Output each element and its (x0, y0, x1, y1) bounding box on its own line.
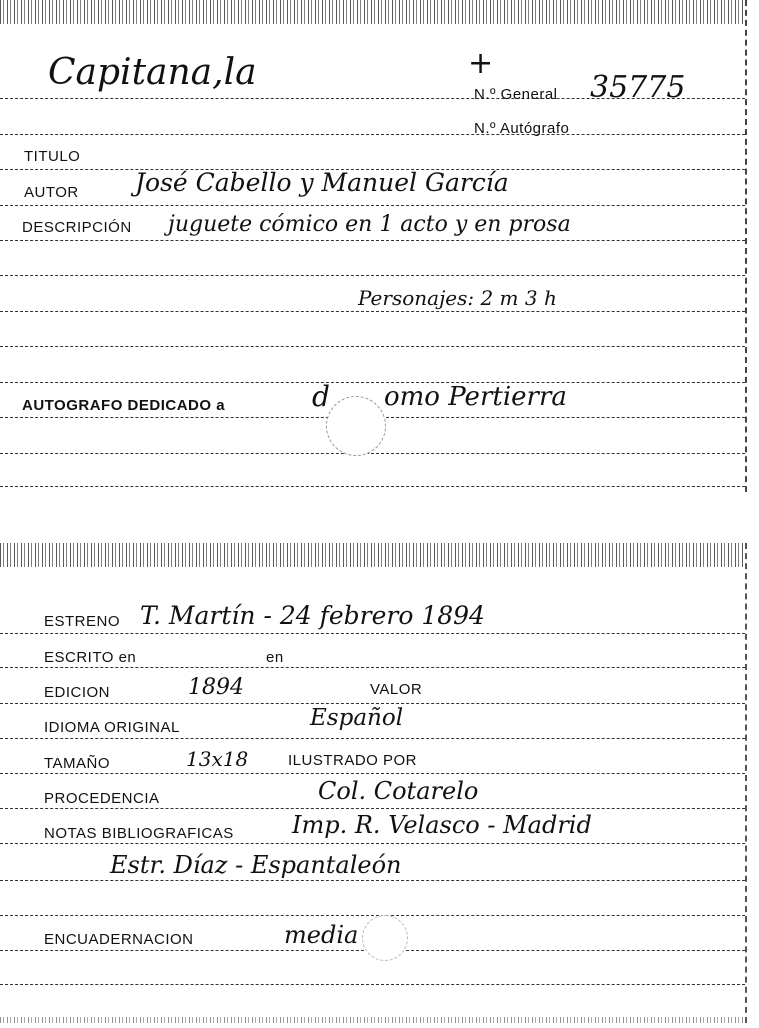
ruled-line (0, 311, 745, 312)
ruled-line (0, 240, 745, 241)
general-number-label: N.º General (474, 86, 558, 103)
tamano-value: 13x18 (186, 747, 249, 771)
personajes-value: Personajes: 2 m 3 h (358, 286, 557, 310)
encuadernacion-label: ENCUADERNACION (44, 931, 194, 948)
encuadernacion-value: media (284, 921, 359, 949)
dedicado-value-right: omo Pertierra (384, 382, 567, 412)
autor-label: AUTOR (24, 184, 79, 201)
edicion-label: EDICION (44, 684, 111, 701)
ruled-line (0, 984, 745, 985)
hole-punch-mark (362, 915, 408, 961)
ruled-line (0, 346, 745, 347)
notas-value-line2: Estr. Díaz - Espantaleón (110, 851, 402, 879)
procedencia-value: Col. Cotarelo (318, 777, 479, 805)
autografo-number-label: N.º Autógrafo (474, 120, 570, 137)
scan-noise-bottom (0, 1017, 745, 1023)
estreno-value: T. Martín - 24 febrero 1894 (140, 601, 485, 630)
cross-mark: + (468, 46, 494, 81)
ruled-line (0, 738, 745, 739)
valor-label: VALOR (370, 681, 423, 698)
scan-noise-top (0, 0, 745, 24)
hole-punch-mark (326, 396, 386, 456)
title-handwritten: Capitana,la (48, 52, 257, 93)
general-number-value: 35775 (590, 70, 686, 105)
catalog-card-top (0, 0, 747, 492)
ruled-line (0, 915, 745, 916)
ruled-line (0, 808, 745, 809)
idioma-value: Español (310, 705, 404, 731)
catalog-card-bottom (0, 543, 747, 1023)
descripcion-value: juguete cómico en 1 acto y en prosa (168, 212, 571, 237)
ruled-line (0, 134, 745, 135)
ruled-line (0, 880, 745, 881)
estreno-label: ESTRENO (44, 613, 121, 630)
dedicado-value-left: d (312, 380, 330, 413)
dedicado-label: AUTOGRAFO DEDICADO a (22, 397, 226, 414)
procedencia-label: PROCEDENCIA (44, 790, 160, 807)
edicion-value: 1894 (188, 675, 244, 700)
ruled-line (0, 703, 745, 704)
ruled-line (0, 633, 745, 634)
ruled-line (0, 843, 745, 844)
tamano-label: TAMAÑO (44, 755, 111, 772)
escrito-label: ESCRITO en (44, 649, 137, 666)
autor-value: José Cabello y Manuel García (135, 168, 509, 197)
notas-label: NOTAS BIBLIOGRAFICAS (44, 825, 234, 842)
ruled-line (0, 205, 745, 206)
idioma-label: IDIOMA ORIGINAL (44, 719, 180, 736)
ruled-line (0, 275, 745, 276)
descripcion-label: DESCRIPCIÓN (22, 219, 132, 236)
titulo-label: TITULO (24, 148, 81, 165)
ilustrado-label: ILUSTRADO POR (288, 752, 418, 769)
notas-value: Imp. R. Velasco - Madrid (292, 811, 592, 839)
ruled-line (0, 453, 745, 454)
ruled-line (0, 667, 745, 668)
ruled-line (0, 486, 745, 487)
ruled-line (0, 773, 745, 774)
scan-noise-top (0, 543, 745, 567)
ruled-line (0, 382, 745, 383)
escrito-en-label: en (266, 649, 284, 666)
